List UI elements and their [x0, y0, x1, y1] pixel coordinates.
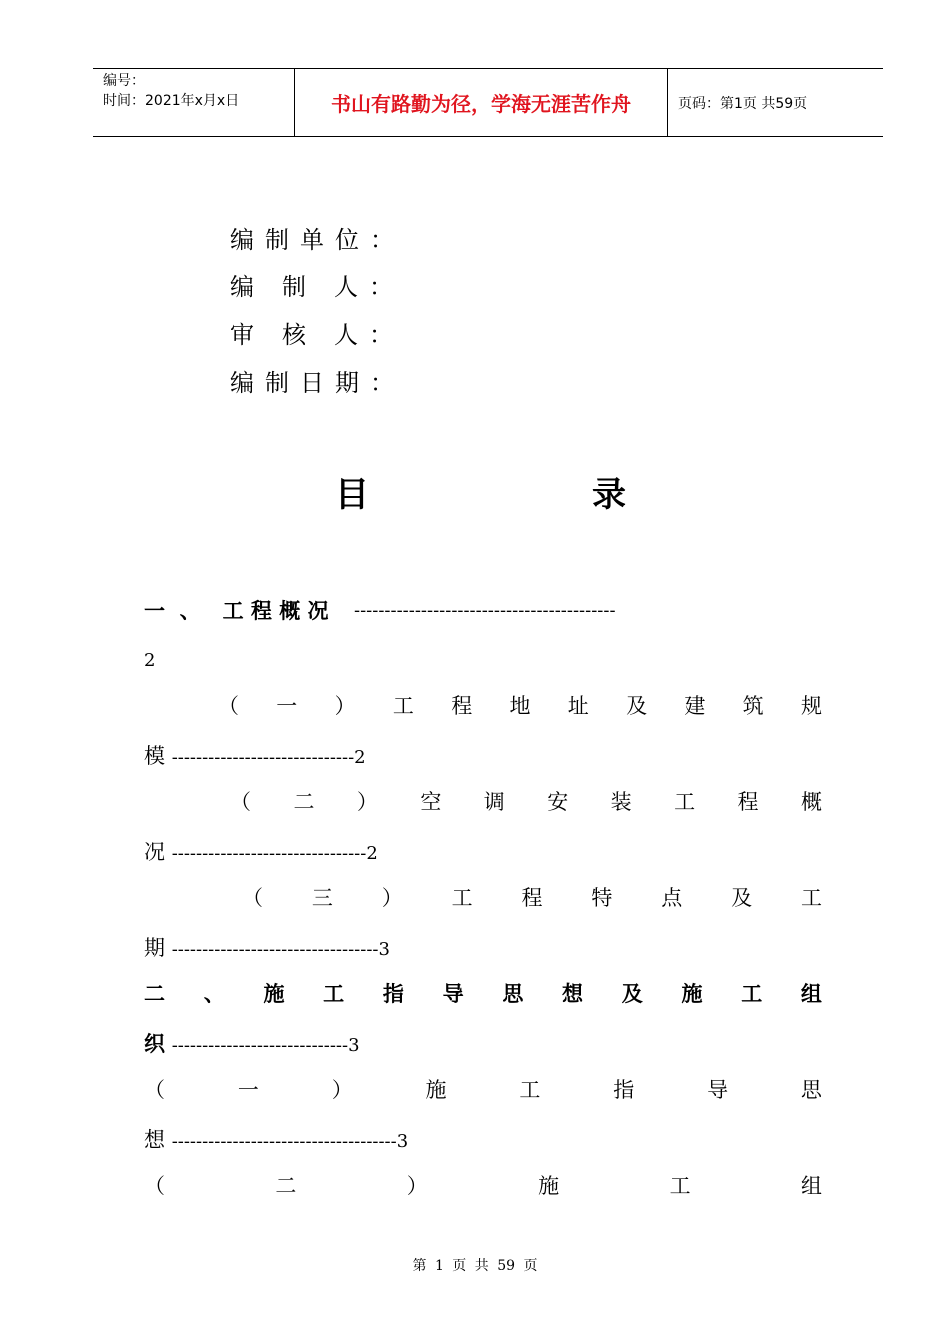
- toc-char: 况: [144, 840, 165, 864]
- toc-char: 安: [547, 790, 569, 814]
- info-char: ：: [369, 321, 393, 349]
- toc-page-number: 2: [366, 843, 378, 864]
- toc-char: 调: [483, 790, 505, 814]
- toc-char: （: [218, 694, 239, 718]
- toc-title-left: 目: [335, 475, 369, 515]
- toc-leader: -----------------------------: [171, 1035, 349, 1056]
- info-char: 审: [230, 321, 254, 349]
- toc-char: 工: [741, 981, 763, 1006]
- info-char: 制: [282, 273, 306, 301]
- code-label: 编号：: [103, 73, 145, 89]
- toc-char: 模: [144, 744, 165, 768]
- toc-char: ）: [356, 790, 378, 814]
- info-char: 位: [335, 226, 359, 254]
- info-char: 日: [300, 369, 324, 397]
- header-page-info: 页码：第1页 共59页: [678, 95, 808, 112]
- toc-char: 、: [179, 598, 201, 623]
- toc-char: 二: [293, 790, 315, 814]
- toc-char: 工: [392, 694, 414, 718]
- toc-char: 工: [669, 1174, 691, 1198]
- toc-char: 导: [442, 981, 464, 1006]
- toc-char: 想: [562, 981, 584, 1006]
- toc-page-number: 3: [378, 939, 390, 960]
- toc-char: 工: [323, 981, 345, 1006]
- info-compiler: [230, 272, 394, 302]
- info-char: 编: [230, 369, 254, 397]
- toc-char: ）: [331, 1078, 353, 1102]
- toc-char: 思: [502, 981, 524, 1006]
- toc-char: 特: [591, 886, 613, 910]
- header-motto: 书山有路勤为径，学海无涯苦作舟: [331, 92, 631, 116]
- toc-char: （: [144, 1078, 165, 1102]
- toc-leader: ----------------------------------: [171, 939, 379, 960]
- toc-char: 址: [567, 694, 589, 718]
- toc-char: 施: [263, 981, 285, 1006]
- toc-char: ）: [334, 694, 356, 718]
- toc-char: 建: [684, 694, 706, 718]
- toc-page-number: 2: [354, 747, 366, 768]
- toc-leader: ------------------------------: [171, 747, 355, 768]
- toc-char: 及: [621, 981, 643, 1006]
- toc-char: 组: [800, 981, 822, 1006]
- toc-char: 程: [521, 886, 543, 910]
- info-compile-date: [230, 368, 405, 398]
- toc-char: 及: [626, 694, 648, 718]
- toc-entry-2-continuation[interactable]: [144, 741, 822, 771]
- toc-char: 工: [451, 886, 473, 910]
- toc-char: 二: [144, 981, 165, 1006]
- toc-char: 一: [237, 1078, 259, 1102]
- toc-char: 施: [538, 1174, 560, 1198]
- toc-char: 程: [737, 790, 759, 814]
- toc-char: 思: [800, 1078, 822, 1102]
- toc-entry-5-title[interactable]: [144, 979, 822, 1009]
- info-char: 期: [335, 369, 359, 397]
- toc-char: 空: [420, 790, 442, 814]
- toc-char: 工: [519, 1078, 541, 1102]
- toc-entry-6-continuation[interactable]: [144, 1125, 822, 1155]
- time-label: 时间：2021年x月x日: [103, 93, 240, 109]
- toc-char: 装: [610, 790, 632, 814]
- toc-char: 组: [800, 1174, 822, 1198]
- toc-char: 工: [674, 790, 696, 814]
- info-char: ：: [369, 273, 393, 301]
- toc-char: 一: [276, 694, 298, 718]
- info-char: 编: [230, 226, 254, 254]
- info-char: 制: [265, 226, 289, 254]
- toc-char: 工: [222, 598, 244, 623]
- toc-entry-4-title[interactable]: [242, 883, 822, 913]
- toc-char: 地: [509, 694, 531, 718]
- toc-char: 施: [681, 981, 703, 1006]
- toc-char: 指: [382, 981, 404, 1006]
- page-footer: 第 1 页 共 59 页: [412, 1258, 538, 1274]
- toc-char: 概: [800, 790, 822, 814]
- toc-entry-4-continuation[interactable]: [144, 933, 822, 963]
- info-char: 核: [282, 321, 306, 349]
- toc-char: 二: [275, 1174, 297, 1198]
- toc-char: 织: [144, 1031, 165, 1056]
- info-char: 人: [334, 321, 358, 349]
- toc-page-number: 3: [348, 1035, 360, 1056]
- toc-char: （: [144, 1174, 165, 1198]
- toc-char: 概: [279, 598, 301, 623]
- toc-char: 、: [203, 981, 225, 1006]
- info-char: 人: [334, 273, 358, 301]
- info-char: 单: [300, 226, 324, 254]
- toc-char: 一: [144, 598, 165, 623]
- toc-leader: -------------------------------------: [171, 1131, 397, 1152]
- toc-char: 点: [661, 886, 683, 910]
- toc-entry-5-continuation[interactable]: [144, 1029, 822, 1059]
- toc-char: ）: [406, 1174, 428, 1198]
- toc-entry-3-title[interactable]: [230, 787, 822, 817]
- toc-entry-6-title[interactable]: [144, 1075, 822, 1105]
- info-char: 编: [230, 273, 254, 301]
- toc-entry-2-title[interactable]: [218, 691, 822, 721]
- toc-char: ）: [381, 886, 403, 910]
- toc-char: 及: [731, 886, 753, 910]
- header-divider: [667, 69, 668, 136]
- info-char: 制: [265, 369, 289, 397]
- toc-entry-1-leader: -------------------------------------------: [354, 600, 616, 621]
- toc-char: 筑: [742, 694, 764, 718]
- toc-char: 期: [144, 936, 165, 960]
- document-header: [93, 68, 883, 137]
- info-reviewer: [230, 320, 394, 350]
- toc-entry-1-page[interactable]: 2: [144, 650, 156, 671]
- toc-char: 工: [801, 886, 822, 910]
- toc-char: 指: [613, 1078, 635, 1102]
- info-compile-unit: [230, 225, 405, 255]
- toc-char: 况: [307, 598, 329, 623]
- toc-char: 导: [707, 1078, 729, 1102]
- info-char: ：: [370, 226, 394, 254]
- info-char: ：: [370, 369, 394, 397]
- toc-char: （: [242, 886, 263, 910]
- toc-char: 程: [250, 598, 272, 623]
- toc-char: 施: [425, 1078, 447, 1102]
- toc-char: （: [230, 790, 251, 814]
- toc-char: 程: [451, 694, 473, 718]
- toc-char: 想: [144, 1128, 165, 1152]
- header-meta: [103, 71, 239, 111]
- toc-char: 三: [311, 886, 333, 910]
- toc-entry-7-title[interactable]: [144, 1171, 822, 1201]
- toc-char: 规: [800, 694, 822, 718]
- toc-page-number: 3: [396, 1131, 409, 1152]
- toc-title-right: 录: [592, 475, 626, 515]
- toc-entry-3-continuation[interactable]: [144, 837, 822, 867]
- toc-leader: --------------------------------: [171, 843, 367, 864]
- toc-entry-1-title[interactable]: [144, 596, 344, 626]
